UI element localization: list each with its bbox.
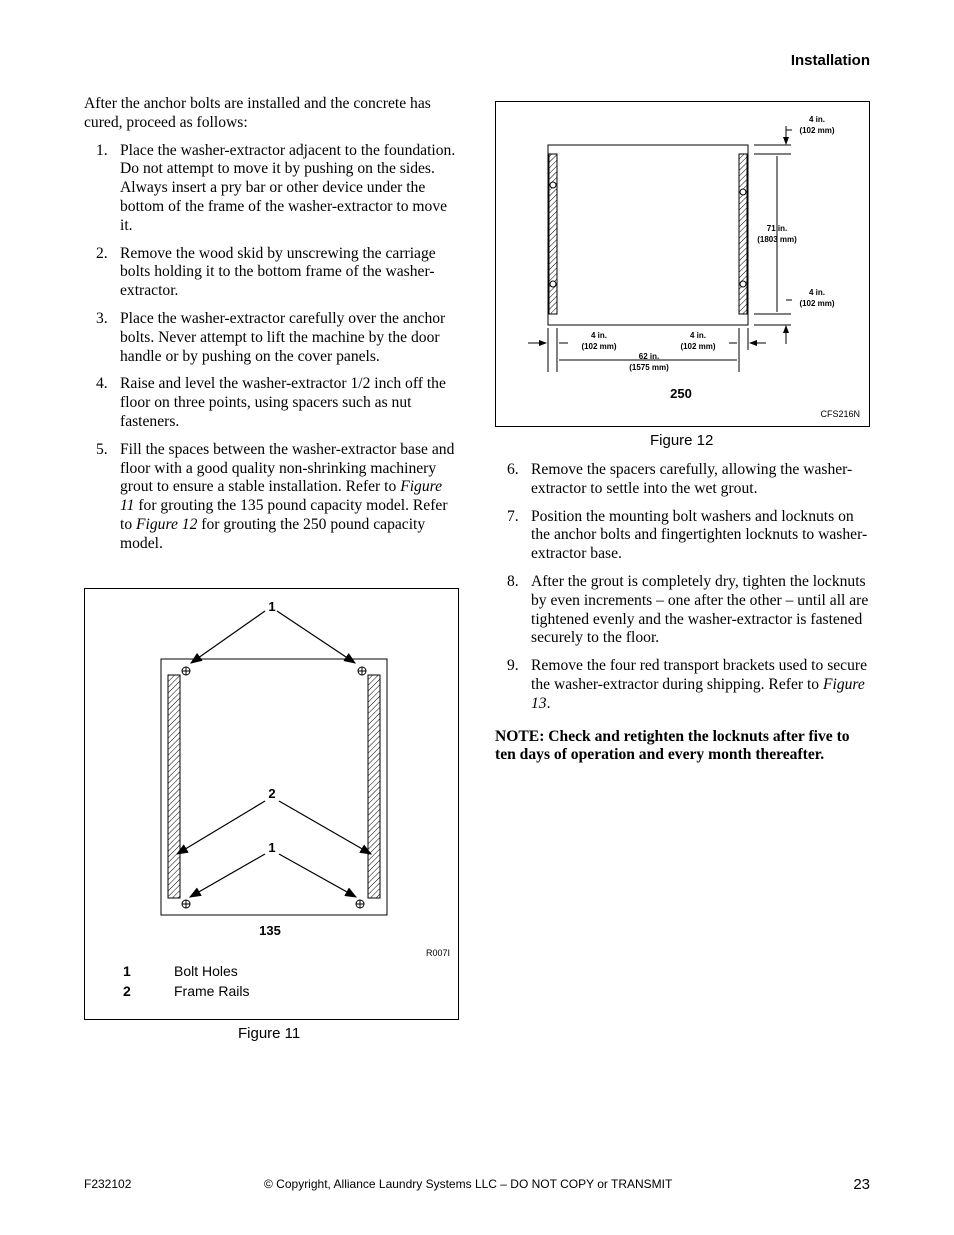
callout-arrow — [279, 801, 371, 854]
step-item — [495, 508, 871, 564]
dimension-label: (102 mm) — [799, 299, 835, 308]
figure-code: CFS216N — [820, 409, 860, 419]
step-number: 7. — [507, 507, 519, 525]
dimension-label: (102 mm) — [680, 342, 716, 351]
callout-number: 1 — [268, 840, 276, 855]
model-label: 250 — [670, 386, 692, 401]
figure-13-reference[interactable]: Figure 13 — [531, 675, 865, 712]
callout-arrow — [277, 611, 355, 663]
bolt-hole-icon — [182, 900, 190, 908]
dimension-label: (1575 mm) — [629, 363, 669, 372]
dimension-label: 4 in. — [590, 331, 608, 340]
step-number: 8. — [507, 572, 519, 590]
step-text: Place the washer-extractor carefully over the anchor bolts. Never attempt to lift the machine by the door handle or by pushing on the cover panels. — [120, 309, 446, 365]
legend-label: Frame Rails — [174, 983, 250, 999]
step-item — [84, 375, 459, 431]
note-paragraph: NOTE: Check and retighten the locknuts after five to ten days of operation and every month thereafter. — [495, 727, 850, 764]
dimension-label: (102 mm) — [581, 342, 617, 351]
dimension-label: 71 in. — [766, 224, 788, 233]
grout-rail-left — [549, 154, 557, 314]
callout-arrow — [177, 801, 265, 854]
figure-12 — [495, 101, 870, 427]
frame-rail-left — [168, 675, 180, 898]
callout-arrow — [190, 854, 265, 897]
figure-12-reference[interactable]: Figure 12 — [136, 515, 198, 533]
step-item — [84, 441, 459, 554]
figure-12-diagram — [496, 102, 869, 426]
bolt-hole-icon — [550, 281, 556, 287]
step-text-part: Fill the spaces between the washer-extractor base and floor with a good quality non-shrinking machinery grout to ensure a stable installation. Refer to — [120, 440, 455, 496]
step-number: 2. — [96, 244, 108, 262]
left-column — [84, 95, 459, 554]
step-text: Remove the spacers carefully, allowing the washer-extractor to settle into the wet grout. — [531, 461, 853, 497]
figure-11 — [84, 588, 459, 1020]
legend-number: 1 — [123, 963, 131, 979]
step-text: After the grout is completely dry, tighten the locknuts by even increments – one after the other – until all are tightened evenly and the washer-extractor is fastened securely to the floor. — [531, 572, 869, 647]
right-column — [495, 461, 871, 765]
step-item — [495, 657, 871, 713]
bolt-hole-icon — [740, 281, 746, 287]
dimension-label: 4 in. — [808, 115, 826, 124]
step-number: 5. — [96, 440, 108, 458]
steps-list-left — [84, 142, 459, 554]
bolt-hole-icon — [356, 900, 364, 908]
bolt-hole-icon — [740, 189, 746, 195]
callout-number: 2 — [268, 786, 276, 801]
step-number: 4. — [96, 375, 108, 393]
step-number: 3. — [96, 309, 108, 327]
figure-code: R007I — [425, 948, 450, 958]
step-number: 9. — [507, 657, 519, 675]
dimension-label: (1803 mm) — [757, 235, 797, 244]
bolt-hole-icon — [182, 667, 190, 675]
step-number: 6. — [507, 461, 519, 478]
callout-arrow — [279, 854, 356, 897]
step-number: 1. — [96, 141, 108, 159]
dimension-label: 4 in. — [689, 331, 707, 340]
step-item — [495, 573, 871, 648]
step-text-part: for grouting the 135 pound capacity model. Refer to — [120, 497, 448, 533]
step-text-part: . — [546, 694, 551, 712]
intro-paragraph: After the anchor bolts are installed and the concrete has cured, proceed as follows: — [84, 95, 431, 131]
bolt-hole-icon — [550, 182, 556, 188]
step-item — [84, 142, 459, 236]
callout-arrow — [191, 611, 265, 663]
model-label: 135 — [259, 923, 281, 938]
machine-base-outline — [548, 145, 748, 325]
step-text: Remove the wood skid by unscrewing the carriage bolts holding it to the bottom frame of the washer-extractor. — [120, 244, 436, 300]
grout-rail-right — [739, 154, 747, 314]
legend-number: 2 — [123, 983, 131, 999]
step-text: Raise and level the washer-extractor 1/2 inch off the floor on three points, using spacers such as nut fasteners. — [120, 375, 446, 430]
step-item — [84, 310, 459, 366]
steps-list-right — [495, 461, 871, 714]
dimension-label: 4 in. — [808, 288, 826, 297]
legend-label: Bolt Holes — [174, 963, 238, 979]
frame-rail-right — [368, 675, 380, 898]
step-item — [84, 245, 459, 301]
footer-copyright: © Copyright, Alliance Laundry Systems LLC – DO NOT COPY or TRANSMIT — [264, 1177, 673, 1191]
figure-11-reference[interactable]: Figure 11 — [120, 478, 443, 515]
figure-11-caption: Figure 11 — [238, 1025, 301, 1042]
step-text-part: for grouting the 250 pound capacity model. — [120, 515, 426, 552]
step-text: Place the washer-extractor adjacent to the foundation. Do not attempt to move it by pushing on the sides. Always insert a pry bar or other device under the bottom of the frame of the washer-extractor to move it. — [120, 141, 456, 234]
bolt-hole-icon — [358, 667, 366, 675]
dimension-label: (102 mm) — [799, 126, 835, 135]
step-item — [495, 461, 871, 499]
step-text-part: Remove the four red transport brackets used to secure the washer-extractor during shipping. Refer to — [531, 657, 868, 693]
step-text: Position the mounting bolt washers and locknuts on the anchor bolts and fingertighten locknuts to washer-extractor base. — [531, 507, 868, 563]
footer-doc-number: F232102 — [84, 1177, 132, 1191]
section-header: Installation — [790, 52, 870, 69]
callout-number: 1 — [268, 599, 276, 614]
figure-12-caption: Figure 12 — [650, 432, 714, 449]
page-number: 23 — [853, 1176, 870, 1193]
figure-11-diagram — [85, 589, 458, 1019]
dimension-label: 62 in. — [638, 352, 660, 361]
